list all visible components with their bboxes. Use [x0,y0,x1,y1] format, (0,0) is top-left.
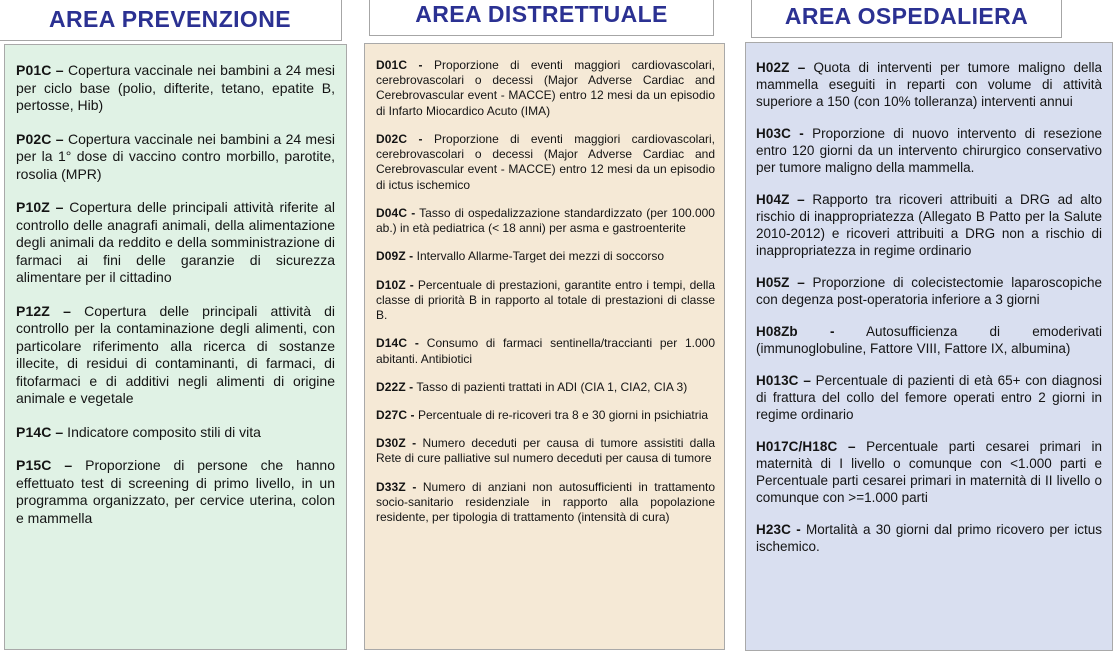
column-title-prevenzione: AREA PREVENZIONE [49,6,291,32]
indicator-code: D14C - [376,336,420,351]
indicator-code: H04Z – [756,192,805,207]
indicator-item: H08Zb - Autosufficienza di emoderivati (immunoglobuline, Fattore VIII, Fattore IX, albumina) [756,324,1102,356]
indicator-code: H013C – [756,373,811,388]
indicator-item: H017C/H18C – Percentuale parti cesarei primari in maternità di I livello o comunque con <1.000 parti e Percentuale parti cesarei primari in maternità di II livello o comunque con >=1.000 parti [756,439,1103,505]
indicator-code: P01C – [16,62,64,78]
indicator-code: D22Z - [376,379,414,394]
indicator-item: D27C - Percentuale di re-ricoveri tra 8 e 30 giorni in psichiatria [376,407,709,422]
indicator-code: D33Z - [376,479,417,494]
indicator-item: P15C – Proporzione di persone che hanno effettuato test di screening di primo livello, in un programma organizzato, per cervice uterina, colon e mammella [16,457,335,526]
indicator-item: H05Z – Proporzione di colecistectomie laparoscopiche con degenza post-operatoria inferiore a 3 giorni [756,275,1103,307]
column-header-ospedaliera [751,0,1062,38]
indicator-code: D04C - [376,205,416,220]
indicator-item: D14C - Consumo di farmaci sentinella/traccianti per 1.000 abitanti. Antibiotici [376,336,715,366]
indicator-list-prevenzione [4,44,347,650]
indicator-item: D33Z - Numero di anziani non autosufficienti in trattamento socio-sanitario residenziale in rapporto alla popolazione residente, per tipologia di trattamento (intensità di cura) [376,479,715,525]
indicator-item: P12Z – Copertura delle principali attività di controllo per la contaminazione degli alimenti, con particolare riferimento alla ricerca di sostanze illecite, di residui di contaminanti, di farmaci, di fitofarmaci e di additivi negli alimenti di origine animale e vegetale [16,302,335,406]
indicator-item: H013C – Percentuale di pazienti di età 65+ con diagnosi di frattura del collo del femore operati entro 2 giorni in regime ordinario [756,373,1102,422]
indicator-code: H08Zb - [756,324,835,339]
indicator-code: H02Z – [756,60,806,75]
indicator-code: P15C – [16,457,73,473]
indicator-list-distrettuale [364,43,725,650]
indicator-code: D30Z - [376,436,417,451]
indicator-code: D01C - [376,58,423,72]
column-header-prevenzione [0,0,342,41]
column-title-distrettuale: AREA DISTRETTUALE [415,1,668,27]
indicator-item: H02Z – Quota di interventi per tumore maligno della mammella eseguiti in reparti con volume di attività superiore a 150 (con 10% tolleranza) interventi annui [756,60,1102,109]
indicator-code: P12Z – [16,302,71,319]
indicator-item: D04C - Tasso di ospedalizzazione standardizzato (per 100.000 ab.) in età pediatrica (< 18 anni) per asma e gastroenterite [376,205,715,236]
indicator-code: D09Z - [376,249,414,264]
indicator-item: D09Z - Intervallo Allarme-Target dei mezzi di soccorso [376,249,665,264]
indicator-code: H23C - [756,522,801,537]
indicator-item: D01C - Proporzione di eventi maggiori cardiovascolari, cerebrovascolari o decessi (Major Adverse Cardiac and Cerebrovascular event - MACCE) entro 12 mesi da un episodio di Infarto Miocardico Acuto (IMA) [376,58,715,118]
indicator-code: H05Z – [756,275,805,290]
indicator-code: D02C - [376,131,423,146]
column-title-ospedaliera: AREA OSPEDALIERA [784,3,1029,29]
indicator-item: H23C - Mortalità a 30 giorni dal primo ricovero per ictus ischemico. [756,522,1102,554]
indicator-item: H03C - Proporzione di nuovo intervento di resezione entro 120 giorni da un intervento chirurgico conservativo per tumore maligno della mammella. [756,126,1102,175]
indicator-code: D10Z - [376,277,414,292]
indicator-item: D02C - Proporzione di eventi maggiori cardiovascolari, cerebrovascolari o decessi (Major Adverse Cardiac and Cerebrovascular event - MACCE) entro 12 mesi da un episodio di ictus ischemico [376,131,715,192]
indicator-item: P01C – Copertura vaccinale nei bambini a 24 mesi per ciclo base (polio, difterite, tetano, epatite B, pertosse, Hib) [16,62,335,113]
indicator-code: P10Z – [16,199,64,215]
indicator-item: D30Z - Numero deceduti per causa di tumore assistiti dalla Rete di cure palliative sul numero deceduti per causa di tumore [376,436,716,466]
indicator-item: P14C – Indicatore composito stili di vita [16,423,261,440]
indicator-code: P14C – [16,423,64,440]
indicator-code: H017C/H18C – [756,439,856,454]
indicator-code: H03C - [756,126,804,141]
indicator-item: P02C – Copertura vaccinale nei bambini a 24 mesi per la 1° dose di vaccino contro morbillo, parotite, rosolia (MPR) [16,130,335,182]
indicator-item: P10Z – Copertura delle principali attività riferite al controllo delle anagrafi animali, della alimentazione degli animali da reddito e della somministrazione di farmaci ai fini delle garanzie di sicurezza alimentare per il cittadino [16,199,335,285]
column-header-distrettuale [369,0,714,36]
indicator-item: H04Z – Rapporto tra ricoveri attribuiti a DRG ad alto rischio di inappropriatezza (Allegato B Patto per la Salute 2010-2012) e ricoveri attribuiti a DRG non a rischio di inappropriatezza in regime ordinario [756,192,1102,258]
indicator-code: D27C - [376,407,415,422]
indicator-list-ospedaliera [745,42,1113,651]
indicator-item: D10Z - Percentuale di prestazioni, garantite entro i tempi, della classe di priorità B in rapporto al totale di prestazioni di classe B. [376,277,715,323]
indicator-item: D22Z - Tasso di pazienti trattati in ADI (CIA 1, CIA2, CIA 3) [376,379,688,394]
indicator-code: P02C – [16,130,64,147]
